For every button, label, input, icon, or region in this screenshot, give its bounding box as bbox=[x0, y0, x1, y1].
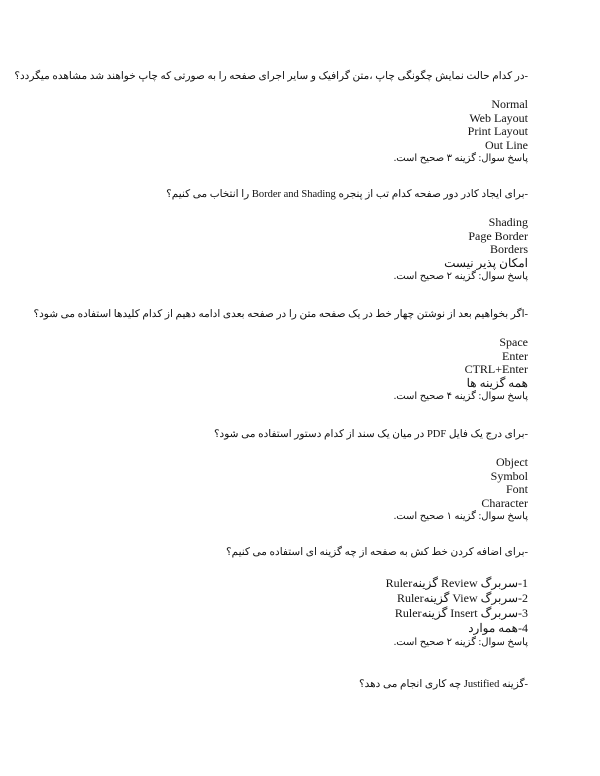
option-item: Borders bbox=[490, 242, 528, 256]
option-item: امکان پذیر نیست bbox=[444, 255, 528, 270]
options-list bbox=[68, 456, 528, 510]
option-item: Font bbox=[505, 482, 528, 496]
answer-text: پاسخ سوال: گزینه ۴ صحیح است. bbox=[393, 391, 528, 402]
option-item: Page Border bbox=[468, 228, 528, 243]
question-block-5 bbox=[68, 546, 528, 649]
option-item: 4-همه موارد bbox=[468, 621, 528, 635]
option-item: Symbol bbox=[490, 468, 528, 483]
options-list bbox=[68, 98, 528, 152]
question-text: -در کدام حالت نمایش چگونگی چاپ ،متن گرافیک و سایر اجرای صفحه را به صورتی که چاپ خواهند شد مشاهده میگردد؟ bbox=[14, 71, 528, 82]
option-item: Out Line bbox=[485, 137, 528, 152]
option-item: 1-سربرگ Review گزینهRuler bbox=[385, 576, 528, 590]
option-item: Normal bbox=[491, 97, 528, 111]
option-item: 2-سربرگ View گزینهRuler bbox=[396, 591, 528, 605]
option-item: Object bbox=[496, 455, 528, 469]
option-item: Character bbox=[481, 495, 528, 510]
question-text: -اگر بخواهیم بعد از نوشتن چهار خط در یک صفحه متن را در صفحه بعدی ادامه دهیم از کدام کلیدها استفاده می شود؟ bbox=[33, 309, 528, 320]
option-item: Shading bbox=[488, 215, 528, 229]
question-block-3 bbox=[33, 308, 528, 403]
option-item: همه گزینه ها bbox=[466, 375, 528, 390]
option-item: Space bbox=[499, 335, 528, 349]
question-text: -برای درج یک فایل PDF در میان یک سند از کدام دستور استفاده می شود؟ bbox=[213, 429, 528, 440]
answer-text: پاسخ سوال: گزینه ۱ صحیح است. bbox=[393, 511, 528, 522]
question-block-2 bbox=[68, 188, 528, 283]
question-text: -برای اضافه کردن خط کش به صفحه از چه گزینه ای استفاده می کنیم؟ bbox=[226, 547, 528, 558]
question-block-6 bbox=[68, 678, 528, 692]
option-item: CTRL+Enter bbox=[464, 362, 528, 376]
question-block-1 bbox=[14, 70, 528, 165]
question-block-4 bbox=[68, 428, 528, 523]
answer-text: پاسخ سوال: گزینه ۲ صحیح است. bbox=[393, 637, 528, 648]
option-item: 3-سربرگ Insert گزینهRuler bbox=[394, 606, 528, 620]
answer-text: پاسخ سوال: گزینه ۳ صحیح است. bbox=[393, 153, 528, 164]
question-text: -برای ایجاد کادر دور صفحه کدام تب از پنجره Border and Shading را انتخاب می کنیم؟ bbox=[166, 189, 528, 200]
options-list bbox=[68, 336, 528, 390]
answer-text: پاسخ سوال: گزینه ۲ صحیح است. bbox=[393, 271, 528, 282]
options-list bbox=[68, 216, 528, 270]
option-item: Enter bbox=[502, 348, 528, 363]
options-list bbox=[68, 576, 528, 636]
option-item: Print Layout bbox=[467, 124, 528, 138]
option-item: Web Layout bbox=[469, 110, 528, 125]
question-text: -گزینه Justified چه کاری انجام می دهد؟ bbox=[359, 679, 528, 690]
